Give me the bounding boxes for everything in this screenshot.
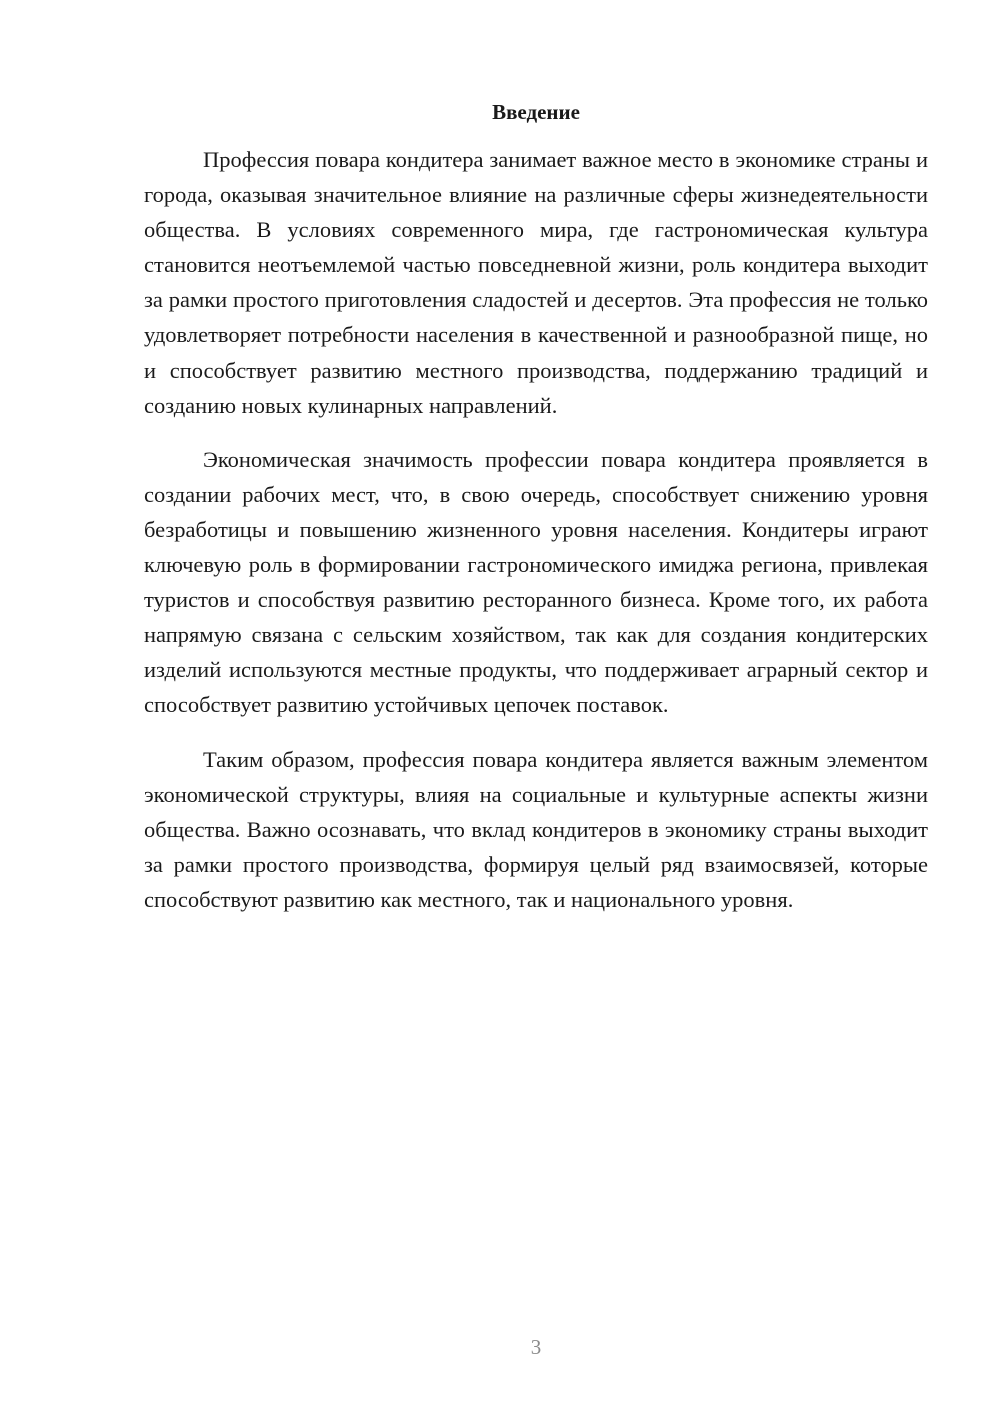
paragraph-1: Профессия повара кондитера занимает важное место в экономике страны и города, оказывая значительное влияние на различные сферы жизнедеятельности общества. В условиях современного мира, где гастрономическая культура становится неотъемлемой частью повседневной жизни, роль кондитера выходит за рамки простого приготовления сладостей и десертов. Эта профессия не только удовлетворяет потребности населения в качественной и разнообразной пище, но и способствует развитию местного производства, поддержанию традиций и созданию новых кулинарных направлений. [144, 147, 928, 418]
page-title: Введение [492, 100, 580, 124]
paragraph-3: Таким образом, профессия повара кондитера является важным элементом экономической структуры, влияя на социальные и культурные аспекты жизни общества. Важно осознавать, что вклад кондитеров в экономику страны выходит за рамки простого производства, формируя целый ряд взаимосвязей, которые способствуют развитию как местного, так и национального уровня. [144, 746, 928, 912]
body-text [144, 142, 928, 936]
page-number: 3 [530, 1335, 542, 1359]
paragraph-2: Экономическая значимость профессии повара кондитера проявляется в создании рабочих мест, что, в свою очередь, способствует снижению уровня безработицы и повышению жизненного уровня населения. Кондитеры играют ключевую роль в формировании гастрономического имиджа региона, привлекая туристов и способствуя развитию ресторанного бизнеса. Кроме того, их работа напрямую связана с сельским хозяйством, так как для создания кондитерских изделий используются местные продукты, что поддерживает аграрный сектор и способствует развитию устойчивых цепочек поставок. [144, 446, 928, 718]
